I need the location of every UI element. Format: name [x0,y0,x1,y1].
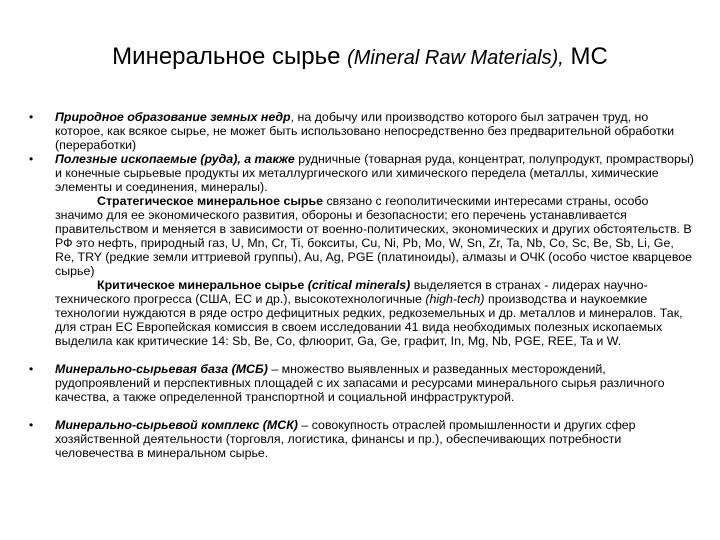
bullet-marker: • [29,152,34,166]
paragraph-critical-raw [55,278,695,348]
term-critical-minerals-en: (critical minerals) [307,278,411,292]
slide-title [0,42,720,73]
text-high-tech: (high-tech) [425,292,485,306]
spacer [55,348,695,362]
bullet-marker: • [29,110,34,124]
text-mineral-complex: – совокупность отраслей промышленности и других сфер хозяйственной деятельности (торговля, логистика, финансы и пр.), обеспечивающих потребности человечества в минеральном сырье. [55,418,636,460]
term-natural-formation: Природное образование земных недр [55,110,291,124]
term-strategic-raw: Стратегическое минеральное сырье [97,194,324,208]
term-critical-raw: Критическое минеральное сырье [97,278,305,292]
term-mineral-resources: Полезные ископаемые (руда), а также [55,152,295,166]
text-critical-raw-part2: производства и наукоемкие технологии нуждаются в ряде остро дефицитных редких, редкоземельных и др. металлов и минералов. Так, для стран ЕС Европейская комиссия в своем исследовании 41 вида необходимых полезных ископаемых выделила как критические 14: Sb, Be, Co, флюорит, Ga, Ge, графит, In, Mg, Nb, PGE, REE, Ta и W. [55,292,683,348]
spacer [55,404,695,418]
slide-content [29,110,695,460]
bullet-marker: • [29,418,34,432]
bullet-marker: • [29,362,34,376]
paragraph-mineral-complex [29,418,695,460]
text-strategic-raw: связано с геополитическими интересами страны, особо значимо для ее экономического развития, обороны и безопасности; его перечень устанавливается правительством и меняется в зависимости от военно-политических, экономических и других обстоятельств. В РФ это нефть, природный газ, U, Mn, Cr, Ti, бокситы, Cu, Ni, Pb, Mo, W, Sn, Zr, Ta, Nb, Co, Sc, Be, Sb, Li, Ge, Re, TRY (редкие земли иттриевой группы), Au, Ag, PGE (платиноиды), алмазы и ОЧК (особо чистое кварцевое сырье) [55,194,693,278]
paragraph-strategic-raw [55,194,695,278]
paragraph-mineral-resources [29,152,695,194]
paragraph-mineral-base [29,362,695,404]
term-mineral-base: Минерально-сырьевая база (МСБ) [55,362,268,376]
title-abbreviation: МС [563,43,608,70]
paragraph-natural-formation [29,110,695,152]
title-russian: Минеральное сырье [112,43,348,70]
text-mineral-base: – множество выявленных и разведанных месторождений, рудопроявлений и перспективных площадей с их запасами и ресурсами минерального сырья различного качества, а также определенной транспортной и социальной инфраструктурой. [55,362,665,404]
title-english: (Mineral Raw Materials), [347,47,564,69]
term-mineral-complex: Минерально-сырьевой комплекс (МСК) [55,418,298,432]
text-natural-formation: , на добычу или производство которого был затрачен труд, но которое, как всякое сырье, не может быть использовано непосредственно без предварительной обработки (переработки) [55,110,675,152]
text-critical-raw-part1: выделяется в странах - лидерах научно-технического прогресса (США, ЕС и др.), высокотехнологичные [55,278,648,306]
text-mineral-resources: рудничные (товарная руда, концентрат, полупродукт, промрастворы) и конечные сырьевые продукты их металлургического или химического передела (металлы, химические элементы и соединения, минералы). [55,152,694,194]
